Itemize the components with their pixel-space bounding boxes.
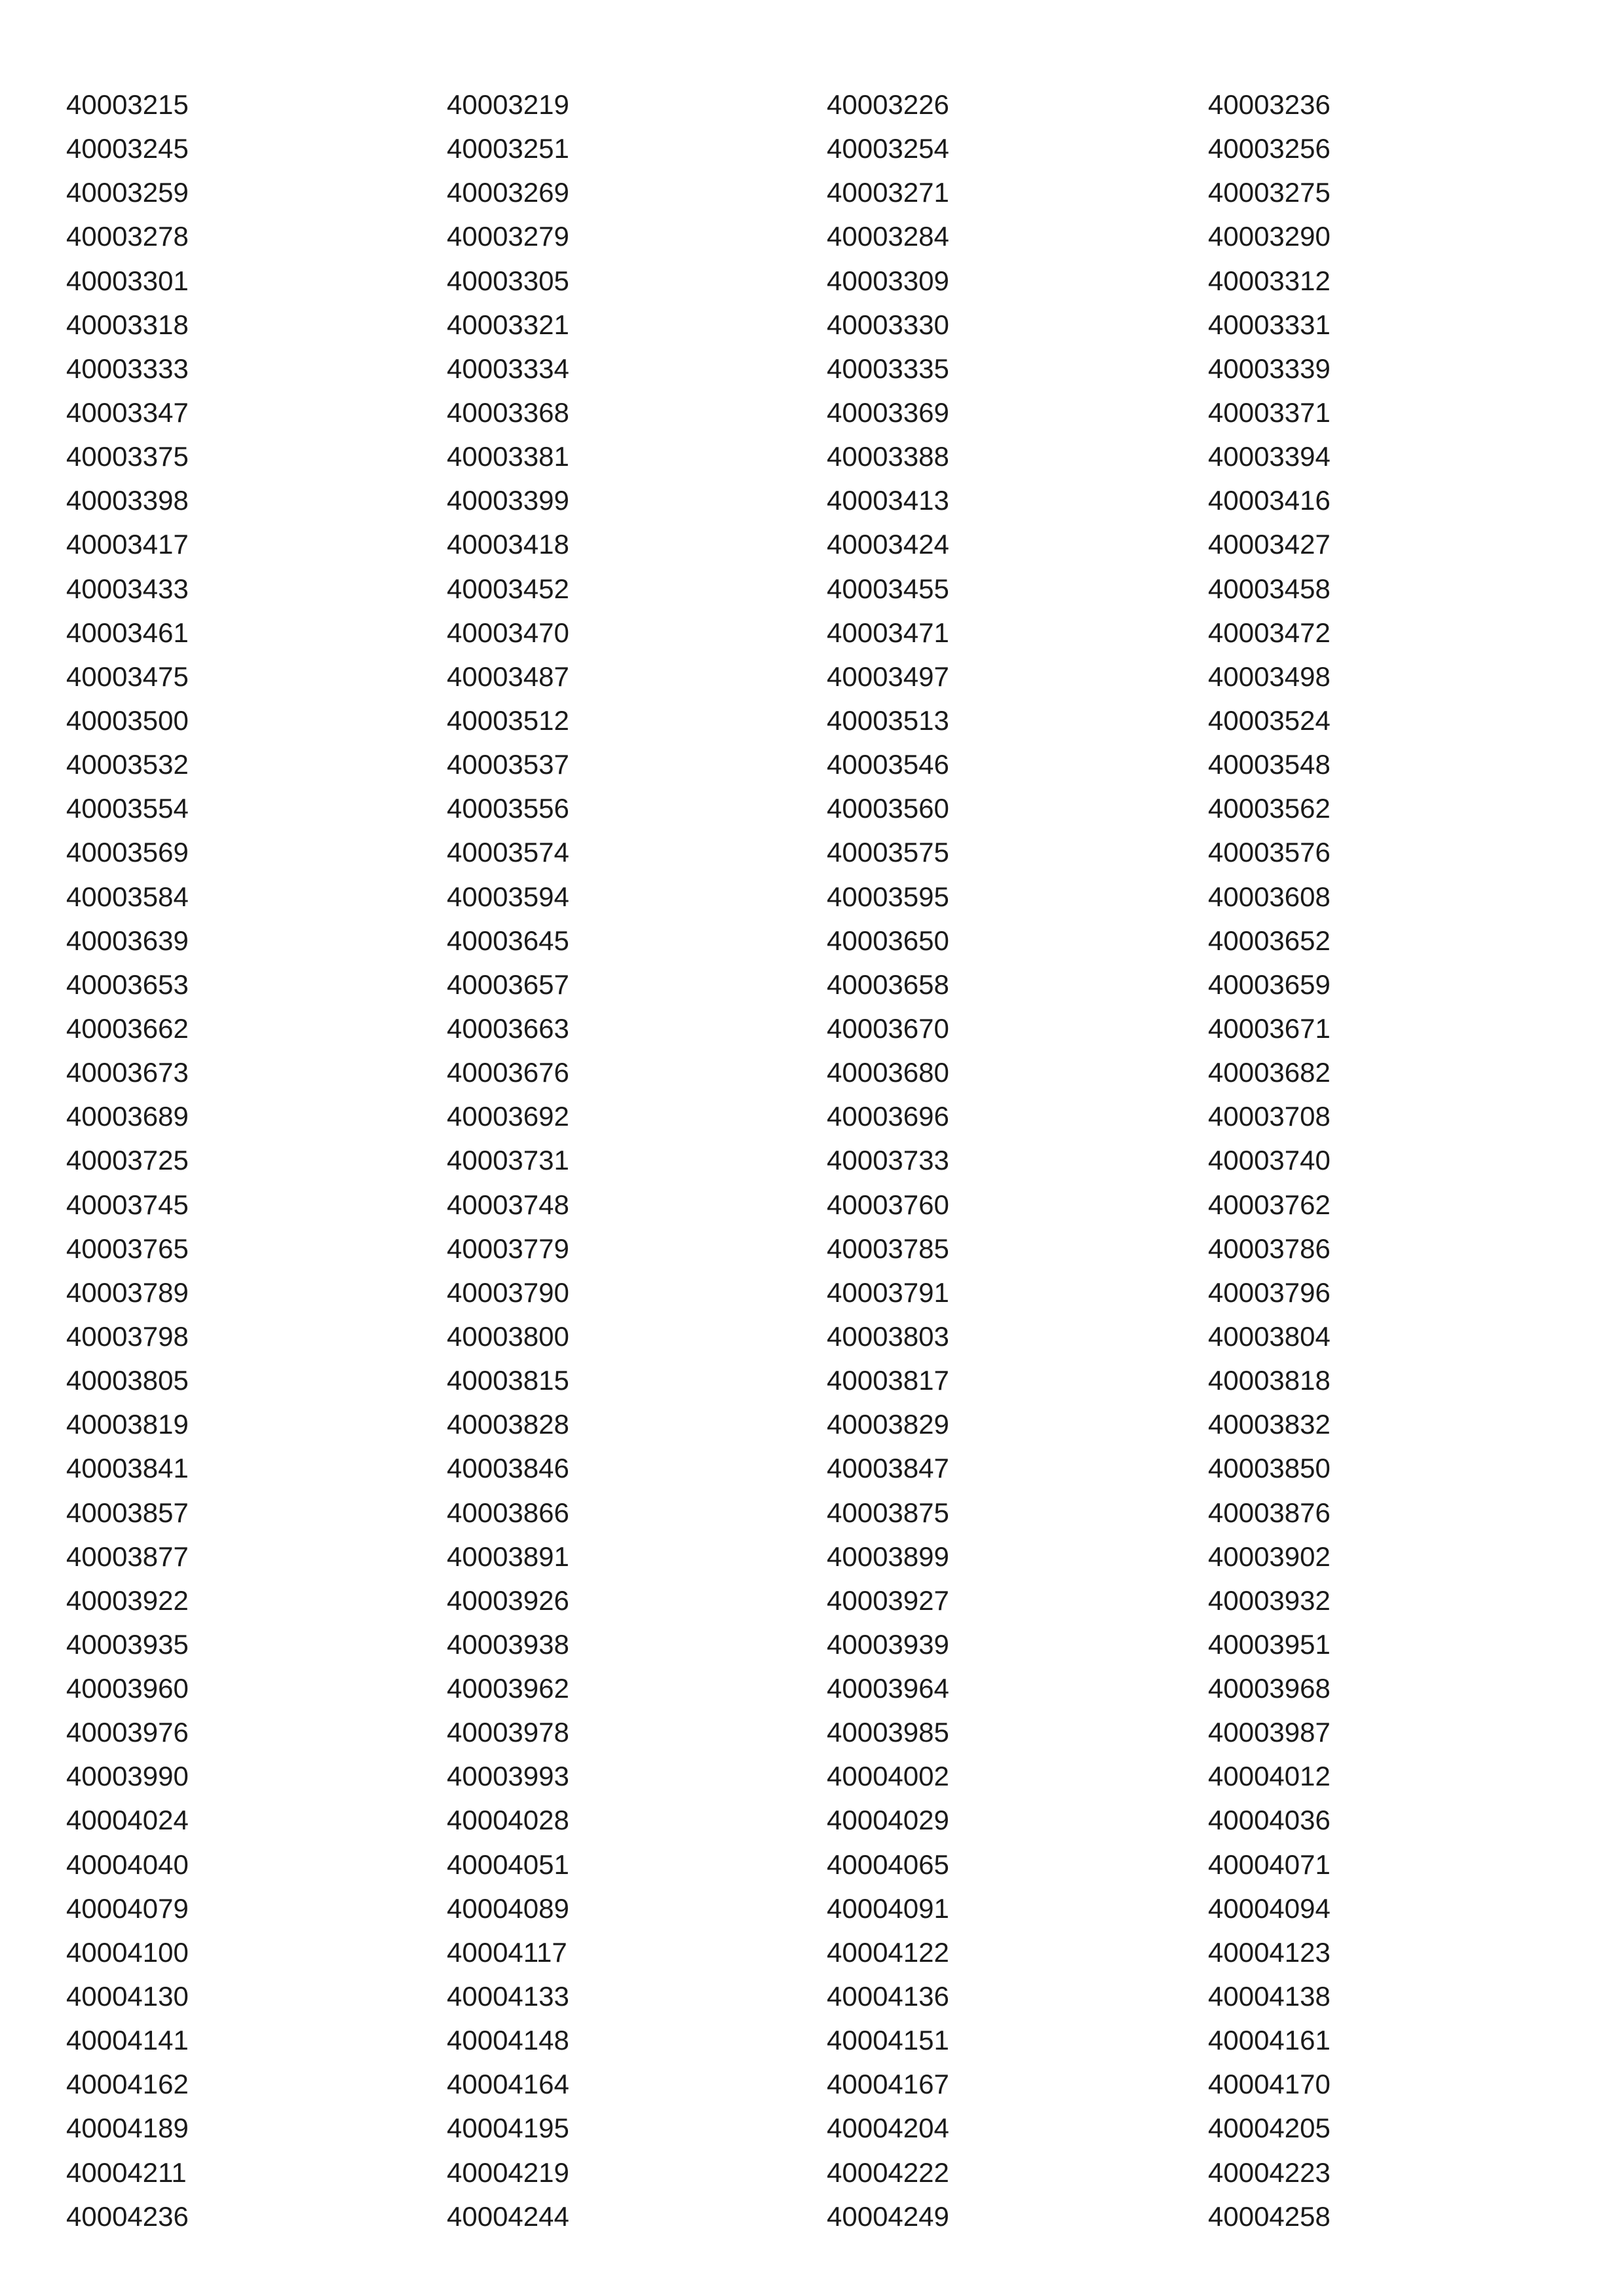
number-cell: 40004161 xyxy=(1208,2025,1331,2056)
number-row xyxy=(0,440,1624,484)
number-row xyxy=(0,1759,1624,1803)
number-cell: 40003968 xyxy=(1208,1673,1331,1704)
number-cell: 40003857 xyxy=(66,1497,189,1528)
number-cell: 40003275 xyxy=(1208,177,1331,208)
number-cell: 40003335 xyxy=(827,353,949,384)
number-cell: 40003829 xyxy=(827,1409,949,1440)
number-row xyxy=(0,1628,1624,1672)
number-cell: 40003398 xyxy=(66,485,189,516)
number-cell: 40003804 xyxy=(1208,1320,1331,1352)
number-cell: 40004130 xyxy=(66,1981,189,2012)
number-row xyxy=(0,1012,1624,1056)
number-row xyxy=(0,1584,1624,1628)
number-cell: 40003284 xyxy=(827,221,949,252)
number-cell: 40003512 xyxy=(447,704,569,736)
number-cell: 40003676 xyxy=(447,1057,569,1088)
number-cell: 40003938 xyxy=(447,1628,569,1660)
number-cell: 40004236 xyxy=(66,2200,189,2232)
number-cell: 40004205 xyxy=(1208,2113,1331,2144)
number-cell: 40004028 xyxy=(447,1805,569,1836)
number-cell: 40003418 xyxy=(447,529,569,560)
number-row xyxy=(0,1672,1624,1715)
number-row xyxy=(0,704,1624,748)
number-cell: 40003416 xyxy=(1208,485,1331,516)
number-cell: 40004040 xyxy=(66,1848,189,1880)
number-row xyxy=(0,1803,1624,1847)
number-cell: 40004148 xyxy=(447,2025,569,2056)
number-cell: 40003381 xyxy=(447,441,569,472)
number-cell: 40003733 xyxy=(827,1145,949,1176)
number-cell: 40003470 xyxy=(447,617,569,648)
number-cell: 40004222 xyxy=(827,2156,949,2188)
number-cell: 40003290 xyxy=(1208,221,1331,252)
number-cell: 40003990 xyxy=(66,1761,189,1792)
number-cell: 40003789 xyxy=(66,1276,189,1308)
number-cell: 40003256 xyxy=(1208,133,1331,164)
number-cell: 40003708 xyxy=(1208,1101,1331,1132)
number-cell: 40004012 xyxy=(1208,1761,1331,1792)
number-cell: 40003659 xyxy=(1208,968,1331,1000)
number-cell: 40003574 xyxy=(447,837,569,868)
number-cell: 40003497 xyxy=(827,660,949,692)
number-cell: 40003369 xyxy=(827,396,949,428)
number-cell: 40004162 xyxy=(66,2069,189,2100)
number-cell: 40003236 xyxy=(1208,89,1331,120)
number-cell: 40003819 xyxy=(66,1409,189,1440)
number-cell: 40003475 xyxy=(66,660,189,692)
number-cell: 40003671 xyxy=(1208,1012,1331,1044)
number-row xyxy=(0,968,1624,1012)
number-cell: 40003964 xyxy=(827,1673,949,1704)
number-cell: 40003371 xyxy=(1208,396,1331,428)
number-cell: 40003658 xyxy=(827,968,949,1000)
number-cell: 40003424 xyxy=(827,529,949,560)
number-cell: 40003663 xyxy=(447,1012,569,1044)
number-cell: 40003487 xyxy=(447,660,569,692)
number-cell: 40003472 xyxy=(1208,617,1331,648)
number-cell: 40004071 xyxy=(1208,1848,1331,1880)
number-cell: 40003375 xyxy=(66,441,189,472)
number-cell: 40003312 xyxy=(1208,265,1331,296)
number-row xyxy=(0,1848,1624,1892)
number-cell: 40004258 xyxy=(1208,2200,1331,2232)
number-cell: 40004195 xyxy=(447,2113,569,2144)
number-cell: 40003427 xyxy=(1208,529,1331,560)
number-cell: 40003305 xyxy=(447,265,569,296)
number-cell: 40003657 xyxy=(447,968,569,1000)
number-cell: 40003576 xyxy=(1208,837,1331,868)
number-row xyxy=(0,1232,1624,1276)
number-cell: 40003584 xyxy=(66,881,189,912)
number-row xyxy=(0,220,1624,263)
number-cell: 40003932 xyxy=(1208,1584,1331,1616)
number-row xyxy=(0,1100,1624,1143)
number-cell: 40003399 xyxy=(447,485,569,516)
number-cell: 40003786 xyxy=(1208,1233,1331,1264)
number-cell: 40003790 xyxy=(447,1276,569,1308)
number-cell: 40004138 xyxy=(1208,1981,1331,2012)
number-cell: 40003461 xyxy=(66,617,189,648)
number-cell: 40003639 xyxy=(66,925,189,956)
number-cell: 40003471 xyxy=(827,617,949,648)
number-cell: 40004065 xyxy=(827,1848,949,1880)
number-cell: 40003935 xyxy=(66,1628,189,1660)
number-row xyxy=(0,1936,1624,1980)
number-cell: 40003740 xyxy=(1208,1145,1331,1176)
number-row xyxy=(0,1540,1624,1584)
number-cell: 40003537 xyxy=(447,749,569,780)
number-cell: 40003841 xyxy=(66,1453,189,1484)
number-cell: 40003939 xyxy=(827,1628,949,1660)
number-cell: 40003960 xyxy=(66,1673,189,1704)
number-cell: 40003832 xyxy=(1208,1409,1331,1440)
number-cell: 40004219 xyxy=(447,2156,569,2188)
number-row xyxy=(0,527,1624,571)
number-cell: 40003927 xyxy=(827,1584,949,1616)
number-cell: 40003339 xyxy=(1208,353,1331,384)
number-cell: 40003608 xyxy=(1208,881,1331,912)
number-row xyxy=(0,1496,1624,1540)
number-cell: 40003259 xyxy=(66,177,189,208)
number-cell: 40003993 xyxy=(447,1761,569,1792)
number-cell: 40004094 xyxy=(1208,1892,1331,1924)
number-cell: 40003562 xyxy=(1208,793,1331,824)
number-row xyxy=(0,88,1624,132)
number-row xyxy=(0,2156,1624,2200)
number-cell: 40003662 xyxy=(66,1012,189,1044)
number-cell: 40003805 xyxy=(66,1365,189,1396)
number-cell: 40003791 xyxy=(827,1276,949,1308)
number-cell: 40004211 xyxy=(66,2156,187,2188)
number-cell: 40003846 xyxy=(447,1453,569,1484)
number-cell: 40003696 xyxy=(827,1101,949,1132)
number-cell: 40004117 xyxy=(447,1936,567,1968)
number-cell: 40003417 xyxy=(66,529,189,560)
number-row xyxy=(0,660,1624,704)
number-cell: 40003532 xyxy=(66,749,189,780)
number-cell: 40003575 xyxy=(827,837,949,868)
number-cell: 40004136 xyxy=(827,1981,949,2012)
number-cell: 40004091 xyxy=(827,1892,949,1924)
number-cell: 40003347 xyxy=(66,396,189,428)
number-cell: 40003876 xyxy=(1208,1497,1331,1528)
number-row xyxy=(0,1056,1624,1100)
number-cell: 40003219 xyxy=(447,89,569,120)
number-cell: 40003278 xyxy=(66,221,189,252)
number-cell: 40003748 xyxy=(447,1189,569,1220)
number-cell: 40003331 xyxy=(1208,309,1331,340)
number-cell: 40003455 xyxy=(827,573,949,604)
number-row xyxy=(0,264,1624,308)
number-cell: 40003680 xyxy=(827,1057,949,1088)
number-cell: 40003513 xyxy=(827,704,949,736)
number-cell: 40003321 xyxy=(447,309,569,340)
number-row xyxy=(0,572,1624,616)
number-row xyxy=(0,2111,1624,2155)
number-cell: 40003796 xyxy=(1208,1276,1331,1308)
number-cell: 40004002 xyxy=(827,1761,949,1792)
number-cell: 40003731 xyxy=(447,1145,569,1176)
number-cell: 40003595 xyxy=(827,881,949,912)
number-cell: 40004223 xyxy=(1208,2156,1331,2188)
number-cell: 40003254 xyxy=(827,133,949,164)
number-cell: 40003330 xyxy=(827,309,949,340)
number-row xyxy=(0,1143,1624,1187)
number-cell: 40003760 xyxy=(827,1189,949,1220)
number-cell: 40003368 xyxy=(447,396,569,428)
number-cell: 40004079 xyxy=(66,1892,189,1924)
number-cell: 40003226 xyxy=(827,89,949,120)
number-cell: 40003762 xyxy=(1208,1189,1331,1220)
number-cell: 40004089 xyxy=(447,1892,569,1924)
number-cell: 40003333 xyxy=(66,353,189,384)
number-cell: 40003985 xyxy=(827,1717,949,1748)
number-cell: 40003433 xyxy=(66,573,189,604)
number-cell: 40003866 xyxy=(447,1497,569,1528)
number-row xyxy=(0,1276,1624,1320)
number-cell: 40003498 xyxy=(1208,660,1331,692)
number-cell: 40003817 xyxy=(827,1365,949,1396)
number-row xyxy=(0,2067,1624,2111)
number-cell: 40004189 xyxy=(66,2113,189,2144)
number-cell: 40003556 xyxy=(447,793,569,824)
number-cell: 40004244 xyxy=(447,2200,569,2232)
number-cell: 40003818 xyxy=(1208,1365,1331,1396)
number-cell: 40003692 xyxy=(447,1101,569,1132)
number-cell: 40004024 xyxy=(66,1805,189,1836)
number-cell: 40003779 xyxy=(447,1233,569,1264)
number-row xyxy=(0,2023,1624,2067)
number-row xyxy=(0,1980,1624,2023)
number-cell: 40003828 xyxy=(447,1409,569,1440)
number-row xyxy=(0,396,1624,440)
number-cell: 40003847 xyxy=(827,1453,949,1484)
number-row xyxy=(0,1364,1624,1407)
number-cell: 40003800 xyxy=(447,1320,569,1352)
number-row xyxy=(0,1188,1624,1232)
number-cell: 40003725 xyxy=(66,1145,189,1176)
number-row xyxy=(0,2200,1624,2244)
number-cell: 40003745 xyxy=(66,1189,189,1220)
number-cell: 40003271 xyxy=(827,177,949,208)
number-cell: 40003785 xyxy=(827,1233,949,1264)
number-row xyxy=(0,1320,1624,1364)
number-cell: 40004204 xyxy=(827,2113,949,2144)
number-cell: 40003650 xyxy=(827,925,949,956)
number-cell: 40003452 xyxy=(447,573,569,604)
number-row xyxy=(0,616,1624,660)
number-cell: 40004051 xyxy=(447,1848,569,1880)
number-cell: 40003569 xyxy=(66,837,189,868)
number-row xyxy=(0,835,1624,879)
number-cell: 40003318 xyxy=(66,309,189,340)
number-row xyxy=(0,880,1624,924)
number-cell: 40003413 xyxy=(827,485,949,516)
number-cell: 40004100 xyxy=(66,1936,189,1968)
number-cell: 40003926 xyxy=(447,1584,569,1616)
number-cell: 40003951 xyxy=(1208,1628,1331,1660)
number-cell: 40003394 xyxy=(1208,441,1331,472)
number-cell: 40004164 xyxy=(447,2069,569,2100)
number-cell: 40003899 xyxy=(827,1540,949,1572)
number-cell: 40003554 xyxy=(66,793,189,824)
number-row xyxy=(0,1892,1624,1936)
number-cell: 40003902 xyxy=(1208,1540,1331,1572)
number-cell: 40003524 xyxy=(1208,704,1331,736)
number-cell: 40003803 xyxy=(827,1320,949,1352)
number-cell: 40003269 xyxy=(447,177,569,208)
number-cell: 40003560 xyxy=(827,793,949,824)
number-cell: 40003334 xyxy=(447,353,569,384)
number-row xyxy=(0,484,1624,527)
number-row xyxy=(0,352,1624,396)
number-cell: 40004036 xyxy=(1208,1805,1331,1836)
number-cell: 40003301 xyxy=(66,265,189,296)
number-cell: 40004167 xyxy=(827,2069,949,2100)
number-row xyxy=(0,308,1624,352)
number-cell: 40003594 xyxy=(447,881,569,912)
number-row xyxy=(0,176,1624,220)
number-row xyxy=(0,1407,1624,1451)
number-cell: 40004249 xyxy=(827,2200,949,2232)
number-cell: 40003891 xyxy=(447,1540,569,1572)
number-row xyxy=(0,1451,1624,1495)
number-cell: 40003251 xyxy=(447,133,569,164)
number-cell: 40003245 xyxy=(66,133,189,164)
number-cell: 40003652 xyxy=(1208,925,1331,956)
number-cell: 40003279 xyxy=(447,221,569,252)
number-cell: 40004141 xyxy=(66,2025,189,2056)
number-cell: 40004151 xyxy=(827,2025,949,2056)
number-cell: 40003653 xyxy=(66,968,189,1000)
number-cell: 40004029 xyxy=(827,1805,949,1836)
number-cell: 40003875 xyxy=(827,1497,949,1528)
number-cell: 40004122 xyxy=(827,1936,949,1968)
number-cell: 40003976 xyxy=(66,1717,189,1748)
number-cell: 40003673 xyxy=(66,1057,189,1088)
number-cell: 40003548 xyxy=(1208,749,1331,780)
number-cell: 40003987 xyxy=(1208,1717,1331,1748)
number-cell: 40004133 xyxy=(447,1981,569,2012)
number-cell: 40003815 xyxy=(447,1365,569,1396)
number-row xyxy=(0,1715,1624,1759)
number-row xyxy=(0,132,1624,176)
number-cell: 40003309 xyxy=(827,265,949,296)
number-cell: 40003670 xyxy=(827,1012,949,1044)
number-row xyxy=(0,792,1624,835)
number-cell: 40003388 xyxy=(827,441,949,472)
number-cell: 40003682 xyxy=(1208,1057,1331,1088)
number-row xyxy=(0,748,1624,792)
number-cell: 40003962 xyxy=(447,1673,569,1704)
number-cell: 40004170 xyxy=(1208,2069,1331,2100)
number-cell: 40003850 xyxy=(1208,1453,1331,1484)
number-cell: 40003798 xyxy=(66,1320,189,1352)
number-cell: 40003922 xyxy=(66,1584,189,1616)
number-cell: 40003877 xyxy=(66,1540,189,1572)
number-cell: 40003765 xyxy=(66,1233,189,1264)
number-cell: 40003546 xyxy=(827,749,949,780)
number-row xyxy=(0,924,1624,968)
number-cell: 40004123 xyxy=(1208,1936,1331,1968)
number-cell: 40003500 xyxy=(66,704,189,736)
number-cell: 40003978 xyxy=(447,1717,569,1748)
number-cell: 40003645 xyxy=(447,925,569,956)
number-cell: 40003689 xyxy=(66,1101,189,1132)
number-list xyxy=(0,88,1624,2244)
number-cell: 40003215 xyxy=(66,89,189,120)
number-cell: 40003458 xyxy=(1208,573,1331,604)
